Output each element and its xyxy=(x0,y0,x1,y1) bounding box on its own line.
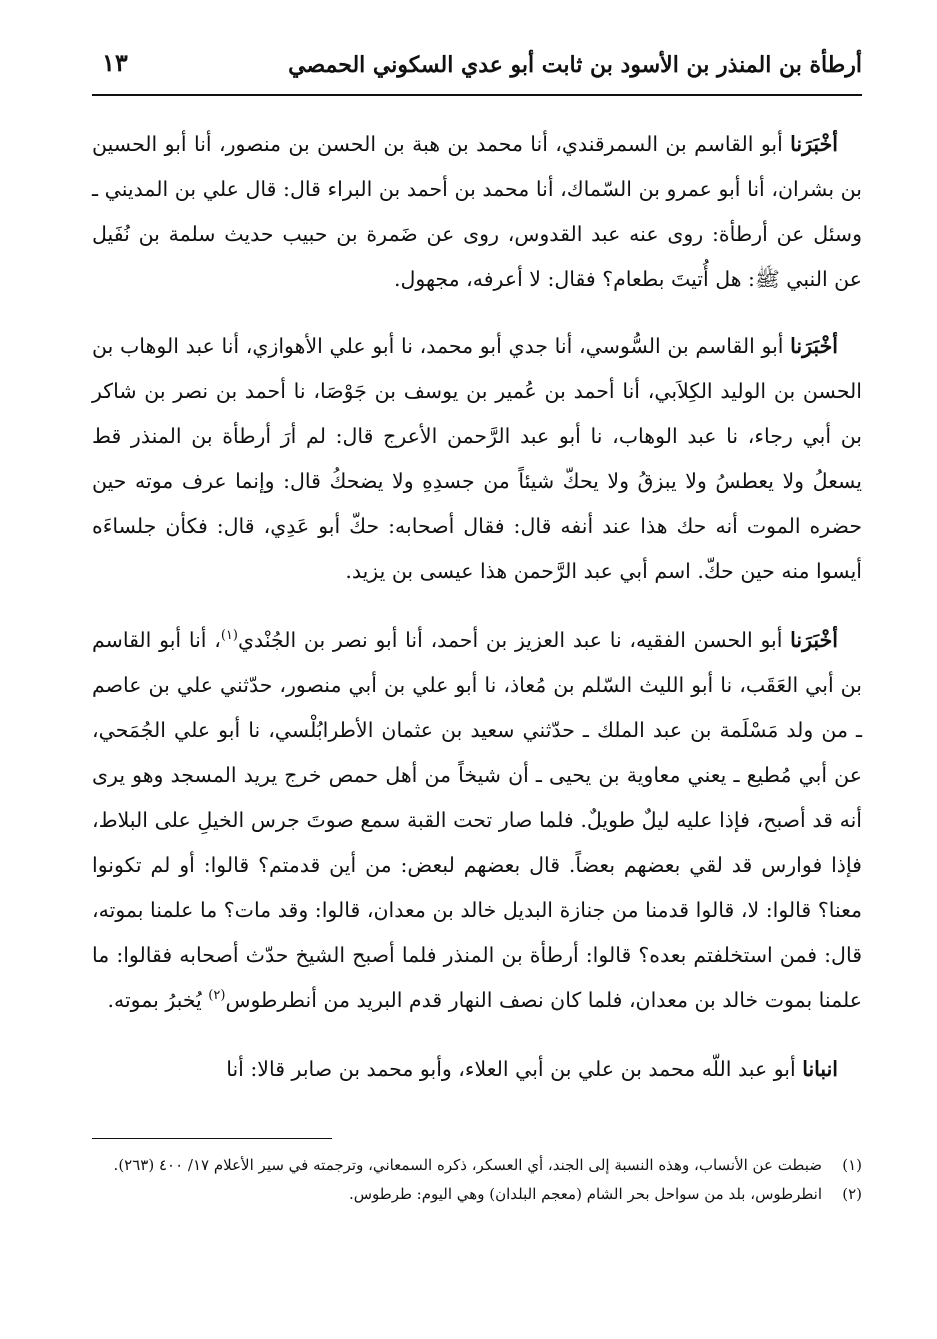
paragraph-text: أبو القاسم بن السُّوسي، أنا جدي أبو محمد، نا أبو علي الأهوازي، أنا عبد الوهاب بن الحسن بن الوليد الكِلاَبي، أنا أحمد بن عُمير بن يوسف بن جَوْصَا، نا أحمد بن نصر بن شاكر بن أبي رجاء، نا عبد الوهاب، نا أبو عبد الرَّحمن الأعرج قال: لم أرَ أرطأة بن المنذر قط يسعلُ ولا يعطسُ ولا يبزقُ ولا يحكّ شيئاً من جسدِهِ ولا يضحكُ قال: وإنما عرف موته حين حضره الموت أنه حك هذا عند أنفه قال: فقال أصحابه: حكّ أبو عَدِي، قال: فكأن جلساءَه أيسوا منه حين حكّ. اسم أبي عبد الرَّحمن هذا عيسى بن يزيد. xyxy=(92,334,862,583)
footnote-rule xyxy=(92,1138,332,1139)
footnote-2 xyxy=(92,1180,862,1209)
running-title: أرطأة بن المنذر بن الأسود بن ثابت أبو عدي السكوني الحمصي xyxy=(288,52,862,78)
paragraph-4 xyxy=(92,1047,862,1092)
paragraph-3 xyxy=(92,618,862,1023)
paragraph-lead: أخْبَرَنا xyxy=(790,628,838,652)
main-text xyxy=(92,122,862,1092)
paragraph-text: أبو الحسن الفقيه، نا عبد العزيز بن أحمد، أنا أبو نصر بن الجُنْدي xyxy=(237,628,791,652)
footnote-text: انطرطوس، بلد من سواحل بحر الشام (معجم البلدان) وهي اليوم: طرطوس. xyxy=(348,1185,822,1203)
footnotes xyxy=(92,1138,862,1209)
page-number: ١٣ xyxy=(102,48,128,77)
running-header xyxy=(92,38,862,96)
book-page xyxy=(92,38,862,1308)
paragraph-text: ، أنا أبو القاسم بن أبي العَقَب، نا أبو الليث السّلم بن مُعاذ، نا أبو علي بن أبي منصور، حدّثني علي بن عاصم ـ من ولد مَسْلَمة بن عبد الملك ـ حدّثني سعيد بن عثمان الأطرابُلْسي، نا أبو علي الجُمَحي، عن أبي مُطيع ـ يعني معاوية بن يحيى ـ أن شيخاً من أهل حمص خرج يريد المسجد وهو يرى أنه قد أصبح، فإذا عليه ليلٌ طويلٌ. فلما صار تحت القبة سمع صوتَ جرس الخيلِ على البلاط، فإذا فوارس قد لقي بعضهم بعضاً. قال بعضهم لبعض: من أين قدمتم؟ قالوا: أو لم تكونوا معنا؟ قالوا: لا، قالوا قدمنا من جنازة البديل خالد بن معدان، قالوا: وقد مات؟ ما علمنا بموته، قال: فمن استخلفتم بعده؟ قالوا: أرطأة بن المنذر فلما أصبح الشيخ حدّث أصحابه فقالوا: ما علمنا بموت خالد بن معدان، فلما كان نصف النهار قدم البريد من أنطرطوس xyxy=(92,628,862,1012)
paragraph-lead: انبانا xyxy=(802,1057,838,1081)
paragraph-text: أبو القاسم بن السمرقندي، أنا محمد بن هبة بن الحسن بن منصور، أنا أبو الحسين بن بشران، أنا أبو عمرو بن السّماك، أنا محمد بن أحمد بن البراء قال: قال علي بن المديني ـ وسئل عن أرطأة: روى عنه عبد القدوس، روى عن ضَمرة بن حبيب حديث سلمة بن نُفَيل عن النبي ﷺ: هل أُتيتَ بطعام؟ فقال: لا أعرفه، مجهول. xyxy=(92,132,862,291)
footnote-marker-2[interactable]: (٢) xyxy=(208,988,226,1004)
paragraph-2 xyxy=(92,324,862,594)
footnote-number: (٢) xyxy=(842,1185,862,1203)
paragraph-lead: أخْبَرَنا xyxy=(790,334,838,358)
footnote-text: ضبطت عن الأنساب، وهذه النسبة إلى الجند، أي العسكر، ذكره السمعاني، وترجمته في سير الأعلام ١٧/ ٤٠٠ (٢٦٣). xyxy=(113,1156,822,1174)
paragraph-lead: أخْبَرَنا xyxy=(790,132,838,156)
footnote-1 xyxy=(92,1151,862,1180)
paragraph-text: أبو عبد اللّه محمد بن علي بن أبي العلاء، وأبو محمد بن صابر قالا: أنا xyxy=(226,1057,803,1081)
footnote-number: (١) xyxy=(842,1156,862,1174)
paragraph-1 xyxy=(92,122,862,302)
footnote-marker-1[interactable]: (١) xyxy=(220,628,238,644)
paragraph-text: يُخبرُ بموته. xyxy=(107,988,209,1012)
